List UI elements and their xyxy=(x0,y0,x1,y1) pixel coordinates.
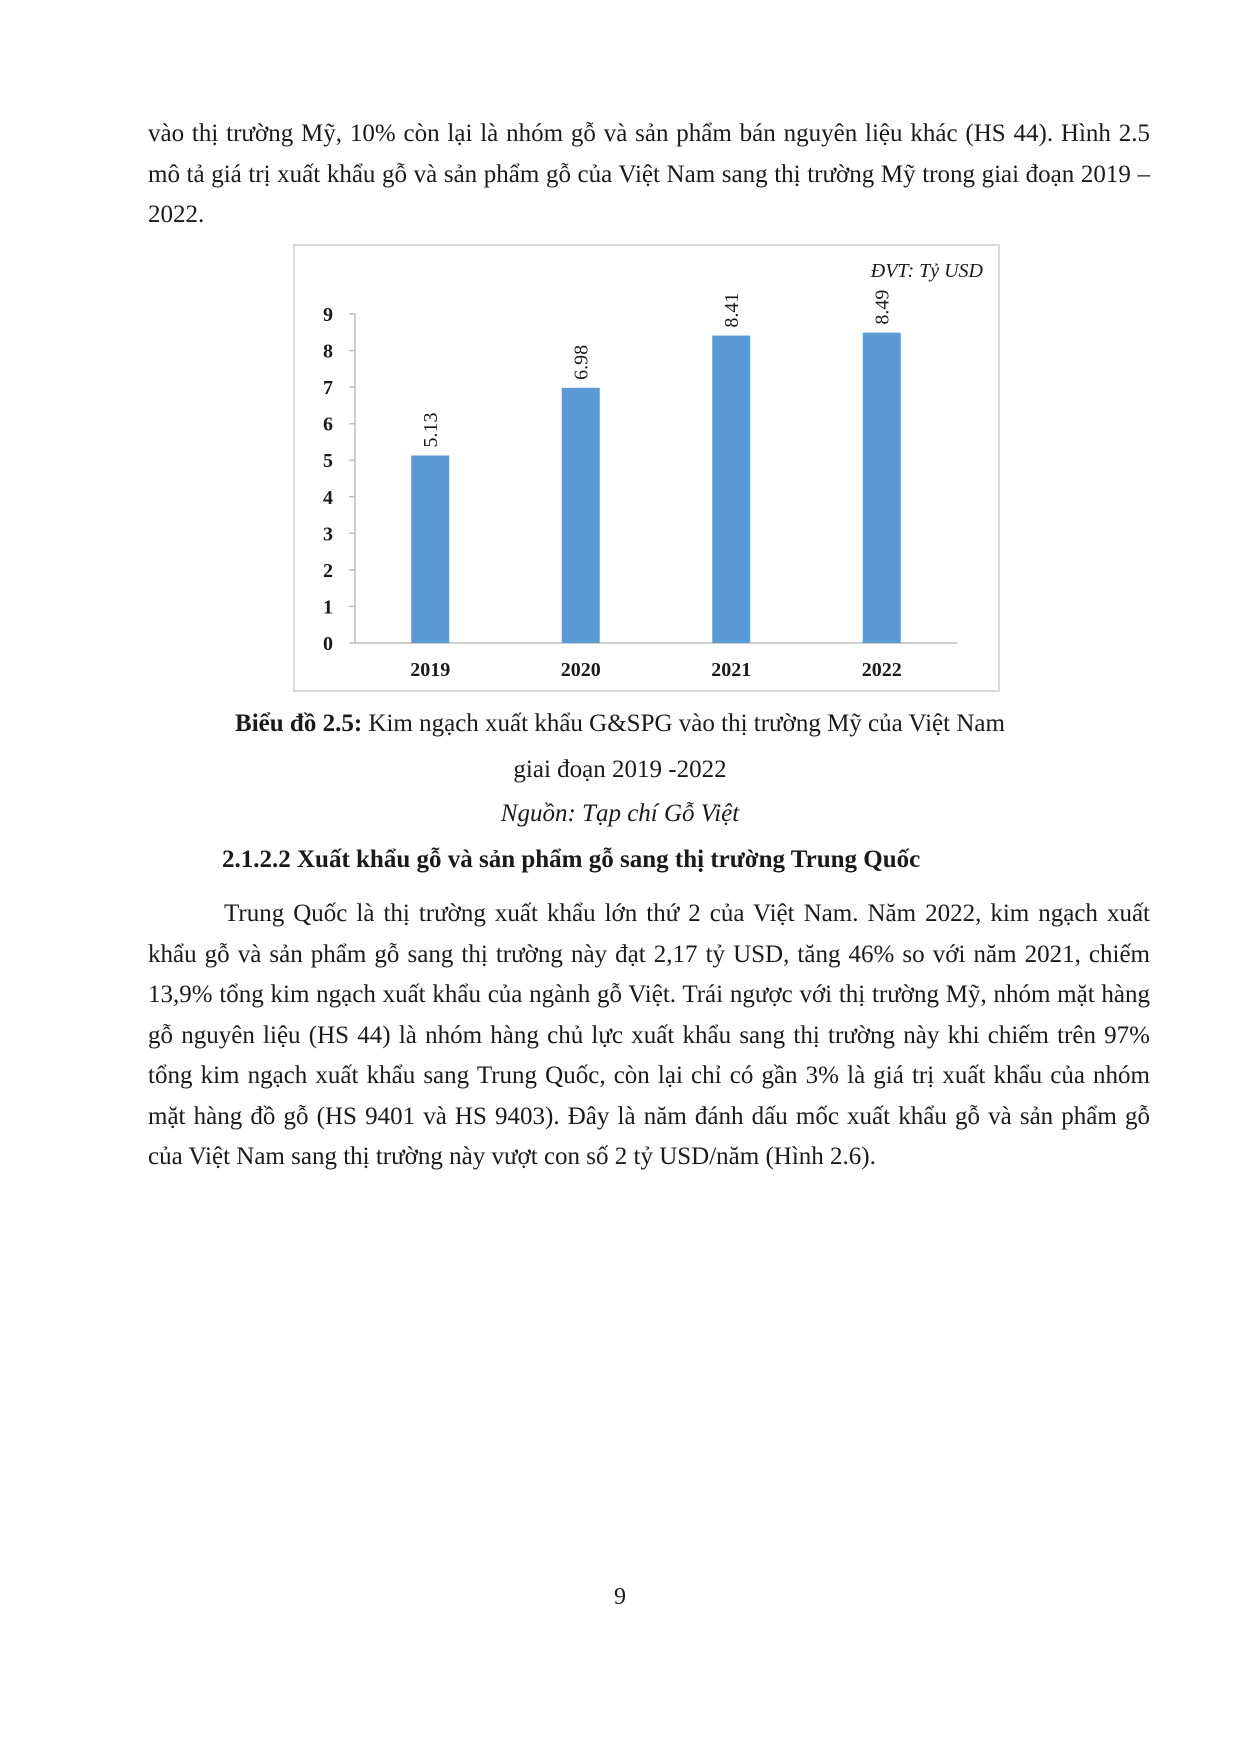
x-category-label: 2020 xyxy=(560,659,601,681)
intro-paragraph: vào thị trường Mỹ, 10% còn lại là nhóm gỗ và sản phẩm bán nguyên liệu khác (HS 44). Hình 2.5 mô tả giá trị xuất khẩu gỗ và sản phẩm gỗ của Việt Nam sang thị trường Mỹ trong giai đoạn 2019 – 2022. xyxy=(148,120,1150,228)
chart-canvas xyxy=(295,246,998,690)
bar-value-label: 8.41 xyxy=(721,292,744,328)
chart-bar xyxy=(712,336,750,643)
caption-text: Kim ngạch xuất khẩu G&SPG vào thị trường Mỹ của Việt Nam xyxy=(362,710,1005,737)
bar-value-label: 5.13 xyxy=(420,412,443,448)
section-heading: 2.1.2.2 Xuất khẩu gỗ và sản phẩm gỗ sang thị trường Trung Quốc xyxy=(222,846,921,873)
y-tick-label: 9 xyxy=(323,304,333,326)
bar-value-label: 6.98 xyxy=(570,344,593,380)
y-tick-label: 8 xyxy=(323,340,333,363)
chart-caption xyxy=(0,710,1240,738)
bar-value-label: 8.49 xyxy=(871,289,894,325)
page-number: 9 xyxy=(614,1584,626,1610)
chart-bar xyxy=(863,333,901,643)
bar-chart xyxy=(293,244,1000,692)
y-tick-label: 3 xyxy=(323,523,333,546)
y-tick-label: 7 xyxy=(323,377,333,400)
chart-source: Nguồn: Tạp chí Gỗ Việt xyxy=(500,800,740,827)
x-category-label: 2022 xyxy=(861,659,902,681)
caption-label: Biểu đồ 2.5: xyxy=(235,710,363,737)
chart-bar xyxy=(562,388,600,643)
chart-unit-label: ĐVT: Tỷ USD xyxy=(870,260,983,282)
chart-bar xyxy=(411,455,449,643)
y-tick-label: 5 xyxy=(323,450,333,473)
x-category-label: 2019 xyxy=(410,659,451,681)
y-tick-label: 2 xyxy=(323,559,333,582)
body-paragraph: Trung Quốc là thị trường xuất khẩu lớn thứ 2 của Việt Nam. Năm 2022, kim ngạch xuất khẩu gỗ và sản phẩm gỗ sang thị trường này đạt 2,17 tỷ USD, tăng 46% so với năm 2021, chiếm 13,9% tổng kim ngạch xuất khẩu của ngành gỗ Việt. Trái ngược với thị trường Mỹ, nhóm mặt hàng gỗ nguyên liệu (HS 44) là nhóm hàng chủ lực xuất khẩu sang thị trường này khi chiếm trên 97% tổng kim ngạch xuất khẩu sang Trung Quốc, còn lại chỉ có gần 3% là giá trị xuất khẩu của nhóm mặt hàng đồ gỗ (HS 9401 và HS 9403). Đây là năm đánh dấu mốc xuất khẩu gỗ và sản phẩm gỗ của Việt Nam sang thị trường này vượt con số 2 tỷ USD/năm (Hình 2.6). xyxy=(148,900,1150,1170)
y-tick-label: 0 xyxy=(323,633,333,655)
x-category-label: 2021 xyxy=(711,659,752,681)
chart-caption-line2: giai đoạn 2019 -2022 xyxy=(513,756,727,783)
y-tick-label: 4 xyxy=(323,486,333,509)
y-tick-label: 1 xyxy=(323,596,333,619)
y-tick-label: 6 xyxy=(323,413,333,436)
